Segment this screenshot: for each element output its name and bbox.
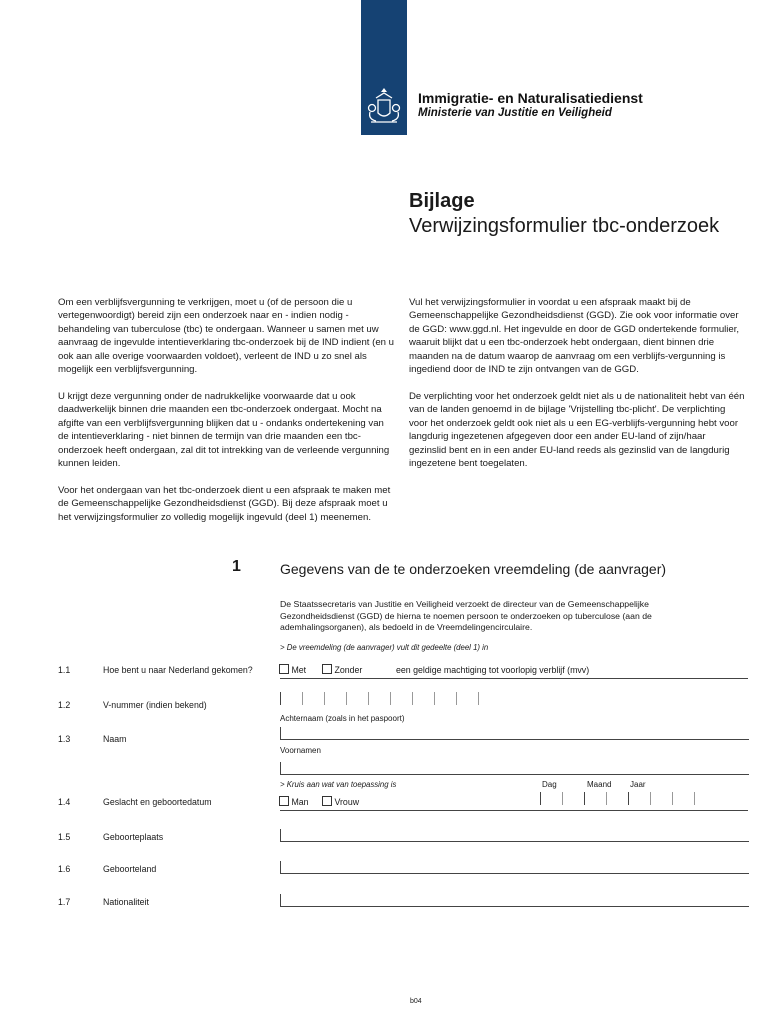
section-number: 1 bbox=[232, 558, 241, 575]
voornamen-input[interactable] bbox=[280, 762, 749, 775]
document-subtitle: Verwijzingsformulier tbc-onderzoek bbox=[409, 215, 720, 237]
man-checkbox[interactable] bbox=[279, 796, 289, 806]
met-checkbox[interactable] bbox=[279, 664, 289, 674]
organization-name: Immigratie- en Naturalisatiedienst bbox=[418, 90, 643, 106]
maand-label: Maand bbox=[587, 780, 612, 789]
nationaliteit-input[interactable] bbox=[280, 894, 749, 907]
zonder-label: Zonder bbox=[334, 665, 363, 675]
form-code: b04 bbox=[410, 998, 422, 1005]
question-label: Nationaliteit bbox=[103, 897, 149, 907]
vrouw-label: Vrouw bbox=[334, 797, 360, 807]
achternaam-input[interactable] bbox=[280, 727, 749, 740]
question-number: 1.7 bbox=[58, 897, 71, 907]
question-label: Geboorteplaats bbox=[103, 832, 164, 842]
question-number: 1.6 bbox=[58, 864, 71, 874]
vrouw-option[interactable] bbox=[322, 796, 359, 807]
question-label: Geslacht en geboortedatum bbox=[103, 797, 212, 807]
left-paragraph-2: U krijgt deze vergunning onder de nadrukkelijke voorwaarde dat u ook daadwerkelijk binnen drie maanden een tbc-onderzoek ondergaat. Mocht na afgifte van een verblijfsvergunning blijken dat u - ondanks ondertekening van de intentieverklaring - niet binnen de termijn van drie maanden een tbc-onderzoek heeft ondergaan, zal dit tot intrekking van de verleende vergunning kunnen leiden. bbox=[58, 391, 390, 470]
question-number: 1.3 bbox=[58, 734, 71, 744]
q14-note: > Kruis aan wat van toepassing is bbox=[280, 780, 397, 789]
man-option[interactable] bbox=[279, 796, 309, 807]
question-number: 1.2 bbox=[58, 700, 71, 710]
met-option[interactable] bbox=[279, 664, 306, 675]
left-paragraph-3: Voor het ondergaan van het tbc-onderzoek dient u een afspraak te maken met de Gemeenschappelijke Gezondheidsdienst (GGD). Bij deze afspraak moet u het verwijzingsformulier zo volledig mogelijk ingevuld (deel 1) meenemen. bbox=[58, 485, 391, 523]
v-number-input[interactable] bbox=[280, 692, 520, 706]
right-paragraph-1: Vul het verwijzingsformulier in voordat u een afspraak maakt bij de Gemeenschappelijke Gezondheidsdienst (GGD). Zie ook voor informatie over de GGD: www.ggd.nl. Het ingevulde en door de GGD ondertekende formulier, waaruit blijkt dat u een tbc-onderzoek hebt ondergaan, dient binnen drie maanden na de datum waarop de aanvraag om een verblijfs-vergunning is ingediend door de IND te zijn ontvangen van de GGD. bbox=[409, 297, 740, 376]
vrouw-checkbox[interactable] bbox=[322, 796, 332, 806]
geboorteplaats-input[interactable] bbox=[280, 829, 749, 842]
divider bbox=[280, 810, 748, 811]
voornamen-label: Voornamen bbox=[280, 746, 321, 755]
geboorteland-input[interactable] bbox=[280, 861, 749, 874]
birthdate-input[interactable] bbox=[540, 792, 748, 806]
ministry-name: Ministerie van Justitie en Veiligheid bbox=[418, 107, 612, 119]
question-label: V-nummer (indien bekend) bbox=[103, 700, 207, 710]
question-number: 1.4 bbox=[58, 797, 71, 807]
question-label: Hoe bent u naar Nederland gekomen? bbox=[103, 665, 253, 675]
section-intro: De Staatssecretaris van Justitie en Veiligheid verzoekt de directeur van de Gemeenschappelijke Gezondheidsdienst (GGD) de hierna te noemen persoon te onderzoeken op tuberculose (aan de ademhalingsorganen), als bedoeld in de Vreemdelingencirculaire. bbox=[280, 599, 652, 632]
question-number: 1.5 bbox=[58, 832, 71, 842]
coat-of-arms-icon bbox=[363, 84, 405, 128]
jaar-label: Jaar bbox=[630, 780, 646, 789]
question-number: 1.1 bbox=[58, 665, 71, 675]
mvv-suffix: een geldige machtiging tot voorlopig verblijf (mvv) bbox=[396, 665, 590, 675]
dag-label: Dag bbox=[542, 780, 557, 789]
question-label: Geboorteland bbox=[103, 864, 157, 874]
section-title: Gegevens van de te onderzoeken vreemdeling (de aanvrager) bbox=[280, 561, 667, 577]
question-label: Naam bbox=[103, 734, 127, 744]
man-label: Man bbox=[291, 797, 309, 807]
section-note: > De vreemdeling (de aanvrager) vult dit gedeelte (deel 1) in bbox=[280, 643, 489, 652]
zonder-checkbox[interactable] bbox=[322, 664, 332, 674]
met-label: Met bbox=[291, 665, 307, 675]
zonder-option[interactable] bbox=[322, 664, 362, 675]
left-paragraph-1: Om een verblijfsvergunning te verkrijgen, moet u (of de persoon die u vertegenwoordigt) bereid zijn een onderzoek naar en - indien nodig - behandeling van tuberculose (tbc) te ondergaan. Wanneer u samen met uw aanvraag de ingevulde intentieverklaring tbc-onderzoek bij de IND indient (en u ook aan alle overige voorwaarden voldoet), verleent de IND u zo snel als mogelijk een verblijfsvergunning. bbox=[58, 297, 394, 376]
divider bbox=[280, 678, 748, 679]
document-title: Bijlage bbox=[409, 190, 475, 212]
achternaam-label: Achternaam (zoals in het paspoort) bbox=[280, 714, 405, 723]
right-paragraph-2: De verplichting voor het onderzoek geldt niet als u de nationaliteit hebt van één van de landen genoemd in de bijlage 'Vrijstelling tbc-plicht'. De verplichting voor het onderzoek geldt ook niet als u een EG-verblijfs-vergunning hebt voor langdurig ingezetenen afgegeven door een ander EU-land of zijn/haar gezinslid bent en in een ander EU-land reeds als gezinslid van de langdurig ingezetene bent toegelaten. bbox=[409, 391, 745, 470]
